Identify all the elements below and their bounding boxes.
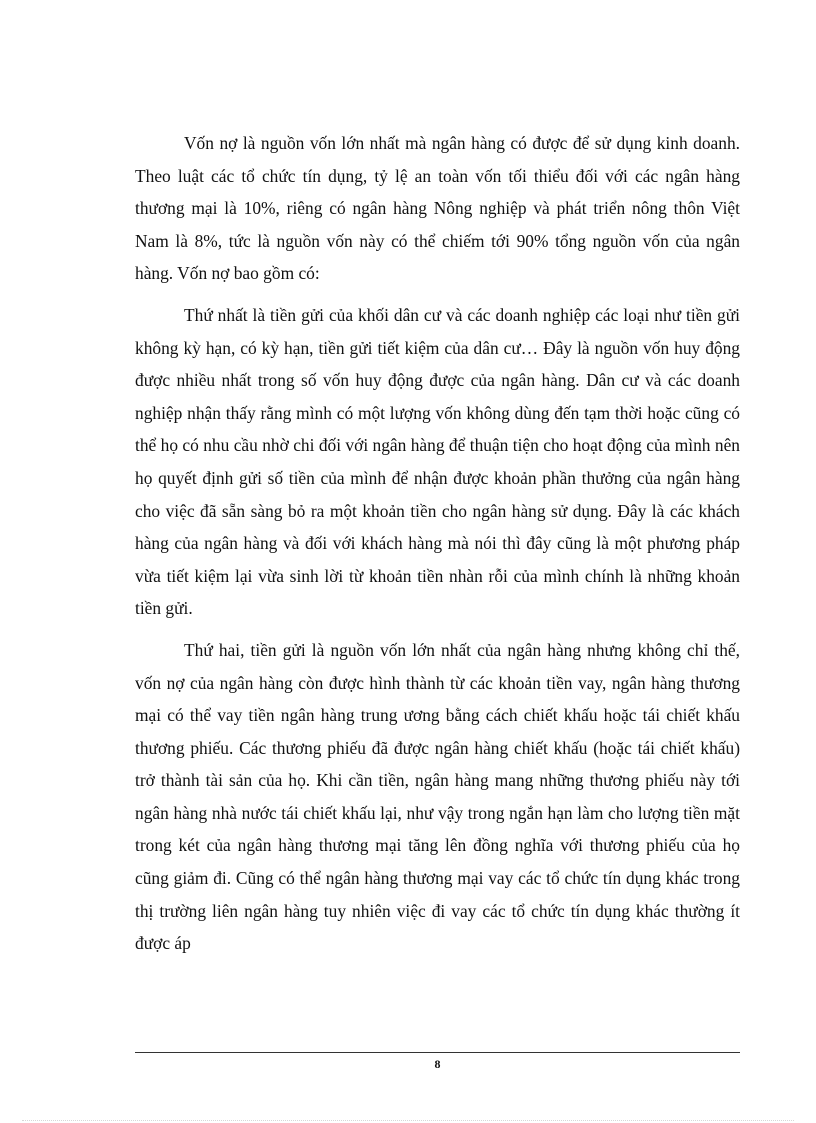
- page-number: 8: [434, 1057, 441, 1071]
- paragraph-borrowings: Thứ hai, tiền gửi là nguồn vốn lớn nhất của ngân hàng nhưng không chỉ thế, vốn nợ của ngân hàng còn được hình thành từ các khoản tiền vay, ngân hàng thương mại có thể vay tiền ngân hàng trung ương bằng cách chiết khấu hoặc tái chiết khấu thương phiếu. Các thương phiếu đã được ngân hàng chiết khấu (hoặc tái chiết khấu) trở thành tài sản của họ. Khi cần tiền, ngân hàng mang những thương phiếu này tới ngân hàng nhà nước tái chiết khấu lại, như vậy trong ngắn hạn làm cho lượng tiền mặt trong két của ngân hàng thương mại tăng lên đồng nghĩa với thương phiếu của họ cũng giảm đi. Cũng có thể ngân hàng thương mại vay các tổ chức tín dụng khác trong thị trường liên ngân hàng tuy nhiên việc đi vay các tổ chức tín dụng khác thường ít được áp: [135, 639, 740, 954]
- paragraph-deposits: Thứ nhất là tiền gửi của khối dân cư và các doanh nghiệp các loại như tiền gửi không kỳ hạn, có kỳ hạn, tiền gửi tiết kiệm của dân cư… Đây là nguồn vốn huy động được nhiều nhất trong số vốn huy động được của ngân hàng. Dân cư và các doanh nghiệp nhận thấy rằng mình có một lượng vốn không dùng đến tạm thời hoặc cũng có thể họ có nhu cầu nhờ chi đối với ngân hàng để thuận tiện cho hoạt động của mình nên họ quyết định gửi số tiền của mình để nhận được khoản phần thưởng của ngân hàng cho việc đã sẵn sàng bỏ ra một khoản tiền cho ngân hàng sử dụng. Đây là các khách hàng của ngân hàng và đối với khách hàng mà nói thì đây cũng là một phương pháp vừa tiết kiệm lại vừa sinh lời từ khoản tiền nhàn rỗi của mình chính là những khoản tiền gửi.: [135, 304, 740, 619]
- body-text: [135, 127, 740, 960]
- footer-divider: [135, 1052, 740, 1053]
- paragraph-debt-capital-intro: Vốn nợ là nguồn vốn lớn nhất mà ngân hàng có được để sử dụng kinh doanh. Theo luật các tổ chức tín dụng, tỷ lệ an toàn vốn tối thiểu đối với các ngân hàng thương mại là 10%, riêng có ngân hàng Nông nghiệp và phát triển nông thôn Việt Nam là 8%, tức là nguồn vốn này có thể chiếm tới 90% tổng nguồn vốn của ngân hàng. Vốn nợ bao gồm có:: [135, 133, 740, 284]
- page-bottom-edge: [22, 1120, 794, 1121]
